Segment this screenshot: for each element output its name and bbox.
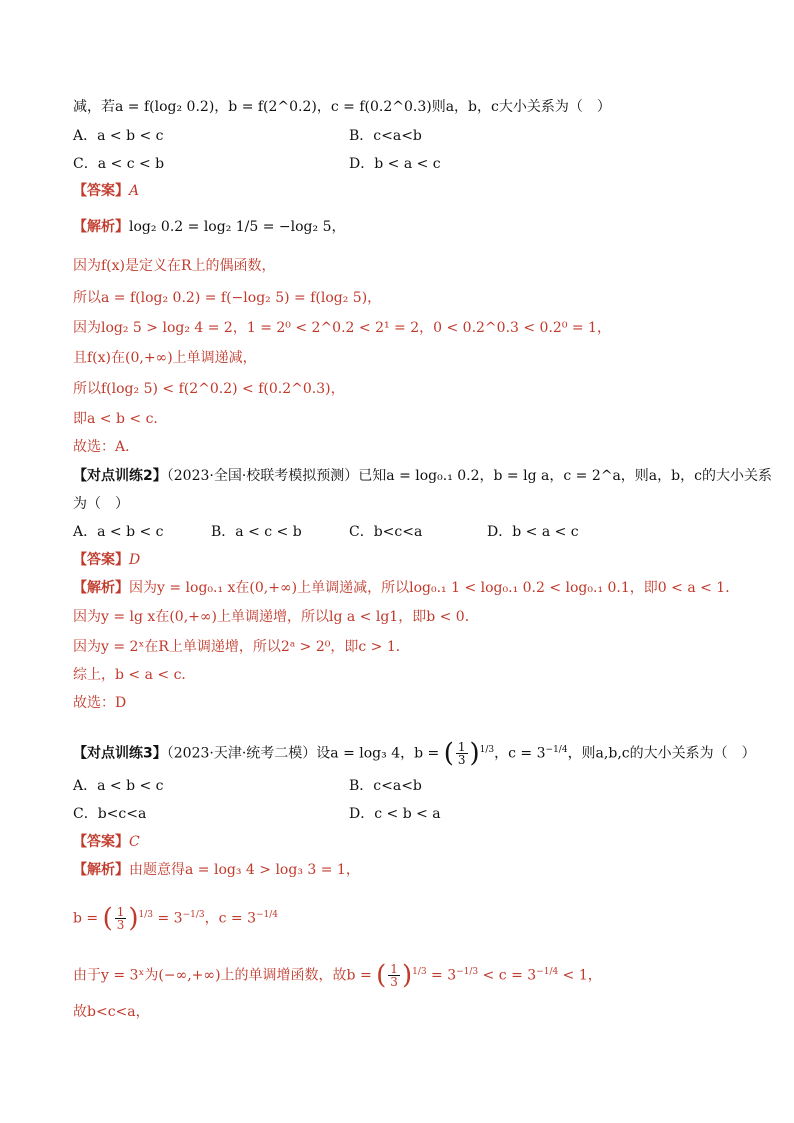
question-2-text: 已知a = log₀.₁ 0.2，b = lg a，c = 2^a，则a，b，c的大小关系 (358, 468, 772, 484)
q2-analysis-4: 综上，b < a < c． (73, 667, 196, 683)
answer-label: 【答案】 (73, 183, 129, 199)
q2-analysis-5: 故选：D (73, 695, 127, 711)
q2-analysis-3: 因为y = 2ˣ在R上单调递增，所以2ᵃ > 2⁰，即c > 1． (73, 639, 410, 655)
question-3-stem: 【对点训练3】（2023·天津·统考二模）设a = log₃ 4，b = ( $\frac{1}{3}$ )$^{1/3}$，$c = 3^{-1/4}$，则a,b,c的大小关系为（ ） (73, 738, 756, 769)
q1-analysis-7: 即a < b < c． (73, 411, 168, 427)
q3-analysis-2: b = ( $\frac{1}{3}$ )$^{1/3} = 3^{-1/3}$，$c = 3^{-1/4}$ (73, 903, 279, 934)
question-2-source: （2023·全国·校联考模拟预测） (166, 468, 359, 484)
answer-value: D (129, 552, 141, 568)
q1-analysis-2: 因为f(x)是定义在R上的偶函数， (73, 258, 276, 274)
q3-option-b: B．c<a<b (349, 778, 422, 794)
question-1-stem: 减，若a = f(log₂ 0.2)，b = f(2^0.2)，c = f(0.2^0.3)则a，b，c大小关系为（ ） (73, 99, 611, 115)
analysis-label: 【解析】 (73, 219, 129, 235)
q3-option-a: A．a < b < c (73, 778, 164, 794)
answer-value: C (129, 834, 140, 850)
answer-label: 【答案】 (73, 834, 129, 850)
q1-analysis-1 (73, 217, 346, 237)
analysis-text: 由题意得a = log₃ 4 > log₃ 3 = 1， (129, 862, 360, 878)
answer-value: A (129, 183, 140, 199)
question-3-text-a: 设a = log₃ 4，b = (316, 745, 444, 762)
fraction: $\frac{1}{3}$ (457, 740, 466, 768)
q3-analysis-1 (73, 860, 360, 880)
q1-analysis-6: 所以f(log₂ 5) < f(2^0.2) < f(0.2^0.3)， (73, 381, 345, 397)
q2-option-a: A．a < b < c (73, 524, 164, 540)
q1-analysis-3: 所以a = f(log₂ 0.2) = f(−log₂ 5) = f(log₂ 5)， (73, 290, 382, 306)
q1-analysis-8: 故选：A． (73, 439, 140, 455)
q1-option-c: C．a < c < b (73, 156, 165, 172)
q3-analysis-3: 由于y = 3ˣ为(−∞,+∞)上的单调增函数，故b = ( $\frac{1}{3}$ )$^{1/3} = 3^{-1/3} < c = 3^{-1/4} < 1$， (73, 960, 602, 991)
question-3-source: （2023·天津·统考二模） (166, 745, 317, 762)
question-2-stem (73, 466, 772, 486)
q1-option-d: D．b < a < c (349, 156, 441, 172)
q1-option-a: A．a < b < c (73, 128, 164, 144)
q3-option-d: D．c < b < a (349, 806, 441, 822)
answer-label: 【答案】 (73, 552, 129, 568)
analysis-label: 【解析】 (73, 862, 129, 878)
fraction: $\frac{1}{3}$ (390, 962, 398, 990)
fraction: $\frac{1}{3}$ (116, 905, 125, 933)
q1-analysis-5: 且f(x)在(0,+∞)上单调递减， (73, 350, 257, 366)
q2-option-c: C．b<c<a (349, 524, 423, 540)
q2-analysis-1 (73, 578, 739, 598)
analysis-text: log₂ 0.2 = log₂ 1/5 = −log₂ 5， (129, 219, 346, 235)
q2-answer (73, 550, 140, 570)
question-2-stem-cont: 为（ ） (73, 496, 129, 512)
q2-analysis-2: 因为y = lg x在(0,+∞)上单调递增，所以lg a < lg1，即b < 0． (73, 609, 479, 625)
q1-analysis-4: 因为log₂ 5 > log₂ 4 = 2，1 = 2⁰ < 2^0.2 < 2¹ = 2，0 < 0.2^0.3 < 0.2⁰ = 1， (73, 320, 611, 336)
q1-answer (73, 181, 139, 201)
q3-option-c: C．b<c<a (73, 806, 147, 822)
q2-option-d: D．b < a < c (487, 524, 579, 540)
q1-option-b: B．c<a<b (349, 128, 422, 144)
question-2-tag: 【对点训练2】 (73, 468, 167, 484)
q2-option-b: B．a < c < b (211, 524, 302, 540)
analysis-text: 因为y = log₀.₁ x在(0,+∞)上单调递减，所以log₀.₁ 1 < log₀.₁ 0.2 < log₀.₁ 0.1，即0 < a < 1． (129, 580, 740, 596)
q3-answer (73, 832, 140, 852)
question-3-tag: 【对点训练3】 (73, 745, 167, 762)
analysis-label: 【解析】 (73, 580, 129, 596)
q3-analysis-4: 故b<c<a， (73, 1004, 150, 1020)
